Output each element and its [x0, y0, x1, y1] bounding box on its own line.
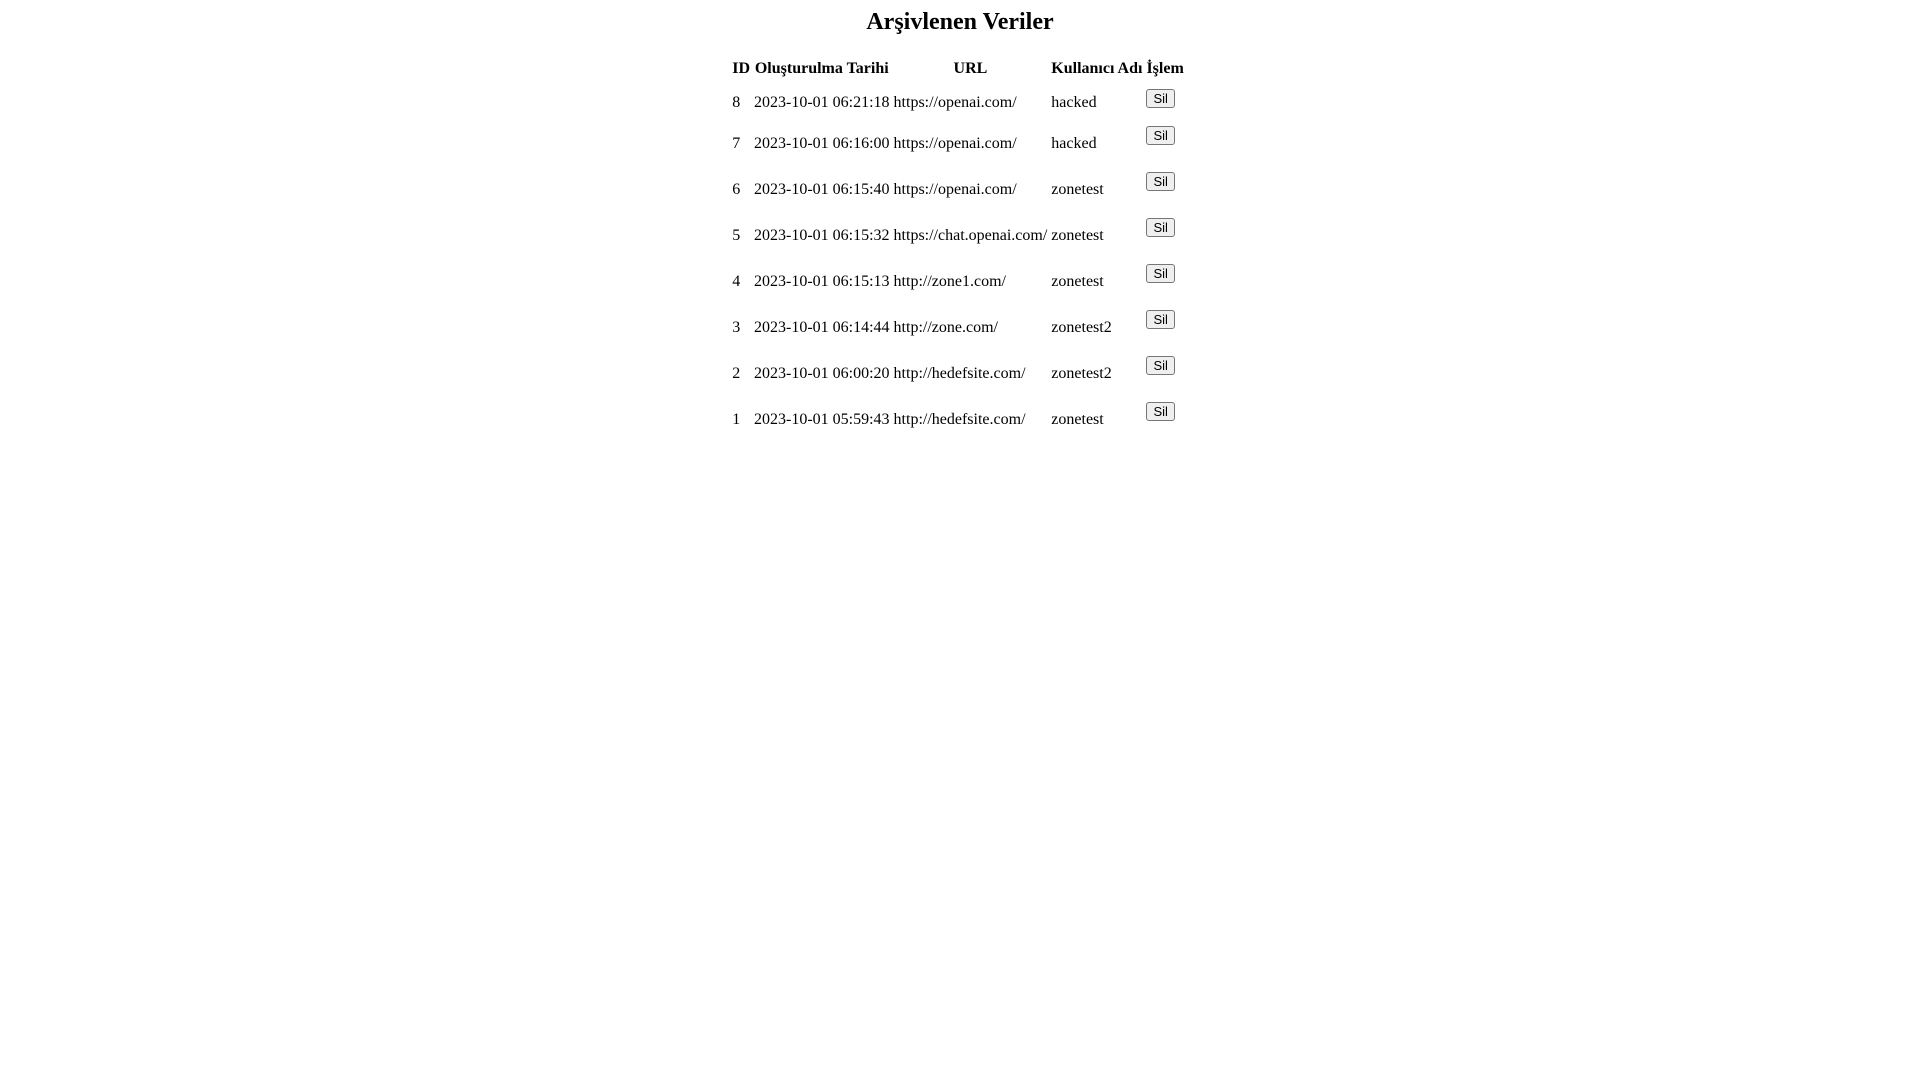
- column-header-id: ID: [732, 60, 750, 77]
- cell-id: 4: [732, 273, 741, 290]
- column-header-created: Oluşturulma Tarihi: [754, 60, 889, 77]
- cell-url: http://zone1.com/: [893, 273, 1006, 290]
- cell-created: 2023-10-01 06:14:44: [754, 319, 890, 336]
- cell-created: 2023-10-01 05:59:43: [754, 411, 890, 428]
- page-title: Arşivlenen Veriler: [866, 9, 1054, 35]
- table-row: [731, 167, 1185, 213]
- table-row: [731, 351, 1185, 397]
- table-row: [731, 84, 1185, 121]
- column-header-action: İşlem: [1146, 60, 1184, 77]
- delete-button[interactable]: Sil: [1146, 402, 1174, 421]
- cell-username: hacked: [1051, 93, 1097, 111]
- cell-action: [1145, 84, 1184, 121]
- cell-created: 2023-10-01 06:00:20: [754, 365, 890, 382]
- cell-username: zonetest: [1051, 227, 1104, 244]
- delete-button[interactable]: Sil: [1146, 172, 1174, 191]
- cell-username: hacked: [1051, 135, 1097, 152]
- table-row: [731, 305, 1185, 351]
- delete-button[interactable]: Sil: [1146, 126, 1174, 145]
- cell-created: 2023-10-01 06:15:13: [754, 273, 890, 290]
- cell-id: 5: [732, 227, 741, 244]
- cell-id: 7: [732, 135, 741, 152]
- cell-action: [1145, 351, 1184, 397]
- cell-url: http://hedefsite.com/: [893, 411, 1026, 428]
- cell-url: http://zone.com/: [893, 319, 998, 336]
- delete-button[interactable]: Sil: [1146, 356, 1174, 375]
- column-header-username: Kullanıcı Adı: [1051, 60, 1143, 77]
- cell-id: 6: [732, 181, 741, 198]
- page: [0, 0, 1920, 443]
- cell-url: http://hedefsite.com/: [893, 365, 1026, 382]
- cell-username: zonetest2: [1051, 365, 1112, 382]
- cell-action: [1145, 397, 1184, 443]
- cell-action: [1145, 305, 1184, 351]
- cell-url: https://chat.openai.com/: [893, 227, 1048, 244]
- cell-action: [1145, 213, 1184, 259]
- cell-created: 2023-10-01 06:15:32: [754, 227, 890, 244]
- delete-button[interactable]: Sil: [1146, 218, 1174, 237]
- table-row: [731, 121, 1185, 167]
- delete-button[interactable]: Sil: [1146, 89, 1174, 108]
- cell-action: [1145, 259, 1184, 305]
- cell-action: [1145, 121, 1184, 167]
- cell-username: zonetest2: [1051, 319, 1112, 336]
- column-header-url: URL: [953, 60, 988, 77]
- table-header-row: [731, 54, 1185, 84]
- cell-username: zonetest: [1051, 181, 1104, 198]
- delete-button[interactable]: Sil: [1146, 264, 1174, 283]
- cell-created: 2023-10-01 06:15:40: [754, 181, 890, 198]
- cell-url: https://openai.com/: [893, 135, 1017, 152]
- table-row: [731, 213, 1185, 259]
- cell-id: 8: [732, 93, 741, 111]
- cell-created: 2023-10-01 06:21:18: [754, 93, 890, 111]
- cell-action: [1145, 167, 1184, 213]
- cell-username: zonetest: [1051, 411, 1104, 428]
- cell-id: 3: [732, 319, 741, 336]
- cell-url: https://openai.com/: [893, 181, 1017, 198]
- table-row: [731, 259, 1185, 305]
- cell-id: 2: [732, 365, 741, 382]
- archive-table: [729, 54, 1187, 443]
- cell-username: zonetest: [1051, 273, 1104, 290]
- cell-created: 2023-10-01 06:16:00: [754, 135, 890, 152]
- table-row: [731, 397, 1185, 443]
- cell-id: 1: [732, 411, 741, 428]
- cell-url: https://openai.com/: [893, 93, 1017, 111]
- delete-button[interactable]: Sil: [1146, 310, 1174, 329]
